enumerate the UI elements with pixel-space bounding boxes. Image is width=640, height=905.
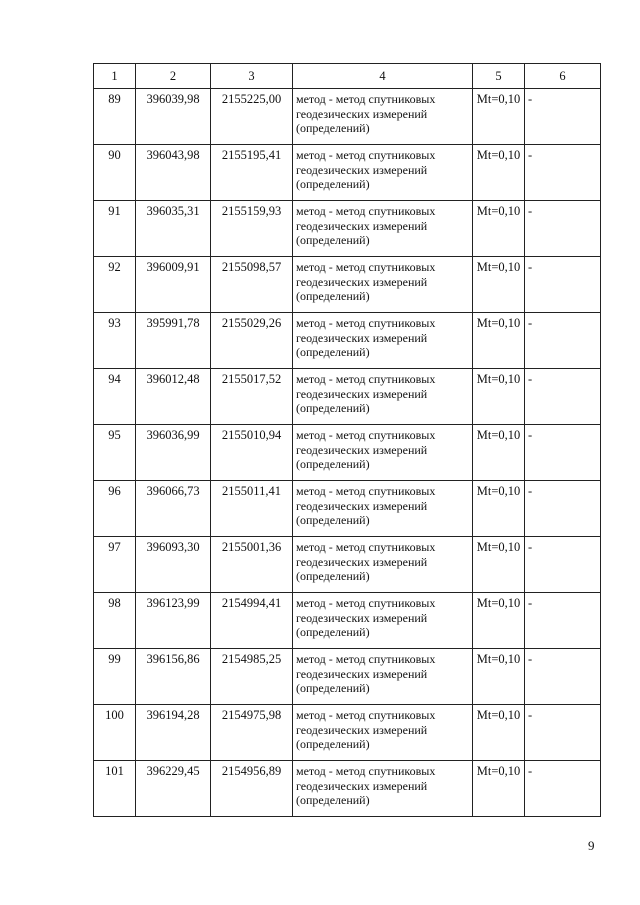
coord-y: 2155017,52 [211,369,293,425]
note-value: - [525,201,601,257]
note-value: - [525,649,601,705]
coord-y: 2154956,89 [211,761,293,817]
table-row [94,89,601,145]
note-value: - [525,593,601,649]
accuracy-value: Mt=0,10 [473,369,525,425]
accuracy-value: Mt=0,10 [473,201,525,257]
point-number: 97 [94,537,136,593]
accuracy-value: Mt=0,10 [473,593,525,649]
coord-y: 2154994,41 [211,593,293,649]
point-number: 96 [94,481,136,537]
coord-x: 396156,86 [136,649,211,705]
note-value: - [525,761,601,817]
header-col-3: 3 [211,64,293,89]
header-col-4: 4 [293,64,473,89]
method-text: метод - метод спутниковых геодезических измерений (определений) [293,593,473,649]
coord-y: 2155159,93 [211,201,293,257]
coord-y: 2154975,98 [211,705,293,761]
accuracy-value: Mt=0,10 [473,145,525,201]
point-number: 93 [94,313,136,369]
method-text: метод - метод спутниковых геодезических измерений (определений) [293,313,473,369]
method-text: метод - метод спутниковых геодезических измерений (определений) [293,537,473,593]
coordinates-table [93,63,601,817]
point-number: 98 [94,593,136,649]
point-number: 95 [94,425,136,481]
note-value: - [525,425,601,481]
coord-y: 2154985,25 [211,649,293,705]
coord-y: 2155098,57 [211,257,293,313]
point-number: 91 [94,201,136,257]
header-col-2: 2 [136,64,211,89]
method-text: метод - метод спутниковых геодезических измерений (определений) [293,89,473,145]
note-value: - [525,257,601,313]
table-row [94,201,601,257]
point-number: 100 [94,705,136,761]
coord-x: 396229,45 [136,761,211,817]
note-value: - [525,313,601,369]
coord-x: 396009,91 [136,257,211,313]
table-row [94,425,601,481]
method-text: метод - метод спутниковых геодезических измерений (определений) [293,145,473,201]
table-row [94,481,601,537]
table-row [94,649,601,705]
coord-x: 396123,99 [136,593,211,649]
coord-x: 396194,28 [136,705,211,761]
accuracy-value: Mt=0,10 [473,425,525,481]
accuracy-value: Mt=0,10 [473,89,525,145]
table-row [94,313,601,369]
method-text: метод - метод спутниковых геодезических измерений (определений) [293,649,473,705]
method-text: метод - метод спутниковых геодезических измерений (определений) [293,257,473,313]
point-number: 99 [94,649,136,705]
accuracy-value: Mt=0,10 [473,705,525,761]
coord-y: 2155225,00 [211,89,293,145]
method-text: метод - метод спутниковых геодезических измерений (определений) [293,705,473,761]
point-number: 90 [94,145,136,201]
header-col-6: 6 [525,64,601,89]
header-col-5: 5 [473,64,525,89]
coord-x: 396039,98 [136,89,211,145]
coord-x: 396043,98 [136,145,211,201]
point-number: 94 [94,369,136,425]
point-number: 101 [94,761,136,817]
note-value: - [525,369,601,425]
accuracy-value: Mt=0,10 [473,537,525,593]
note-value: - [525,145,601,201]
accuracy-value: Mt=0,10 [473,761,525,817]
coord-y: 2155011,41 [211,481,293,537]
coord-x: 395991,78 [136,313,211,369]
page-number: 9 [588,838,595,853]
note-value: - [525,89,601,145]
table-row [94,593,601,649]
note-value: - [525,705,601,761]
method-text: метод - метод спутниковых геодезических измерений (определений) [293,425,473,481]
accuracy-value: Mt=0,10 [473,313,525,369]
coord-x: 396035,31 [136,201,211,257]
coord-x: 396066,73 [136,481,211,537]
coord-x: 396012,48 [136,369,211,425]
table-header-row [94,64,601,89]
method-text: метод - метод спутниковых геодезических измерений (определений) [293,201,473,257]
accuracy-value: Mt=0,10 [473,481,525,537]
point-number: 89 [94,89,136,145]
accuracy-value: Mt=0,10 [473,649,525,705]
header-col-1: 1 [94,64,136,89]
table-row [94,761,601,817]
point-number: 92 [94,257,136,313]
note-value: - [525,537,601,593]
accuracy-value: Mt=0,10 [473,257,525,313]
table-row [94,145,601,201]
table-row [94,705,601,761]
method-text: метод - метод спутниковых геодезических измерений (определений) [293,761,473,817]
table-row [94,369,601,425]
table-row [94,537,601,593]
note-value: - [525,481,601,537]
coord-y: 2155010,94 [211,425,293,481]
coord-y: 2155195,41 [211,145,293,201]
coord-y: 2155001,36 [211,537,293,593]
coord-x: 396093,30 [136,537,211,593]
coord-x: 396036,99 [136,425,211,481]
coord-y: 2155029,26 [211,313,293,369]
table-row [94,257,601,313]
method-text: метод - метод спутниковых геодезических измерений (определений) [293,369,473,425]
method-text: метод - метод спутниковых геодезических измерений (определений) [293,481,473,537]
